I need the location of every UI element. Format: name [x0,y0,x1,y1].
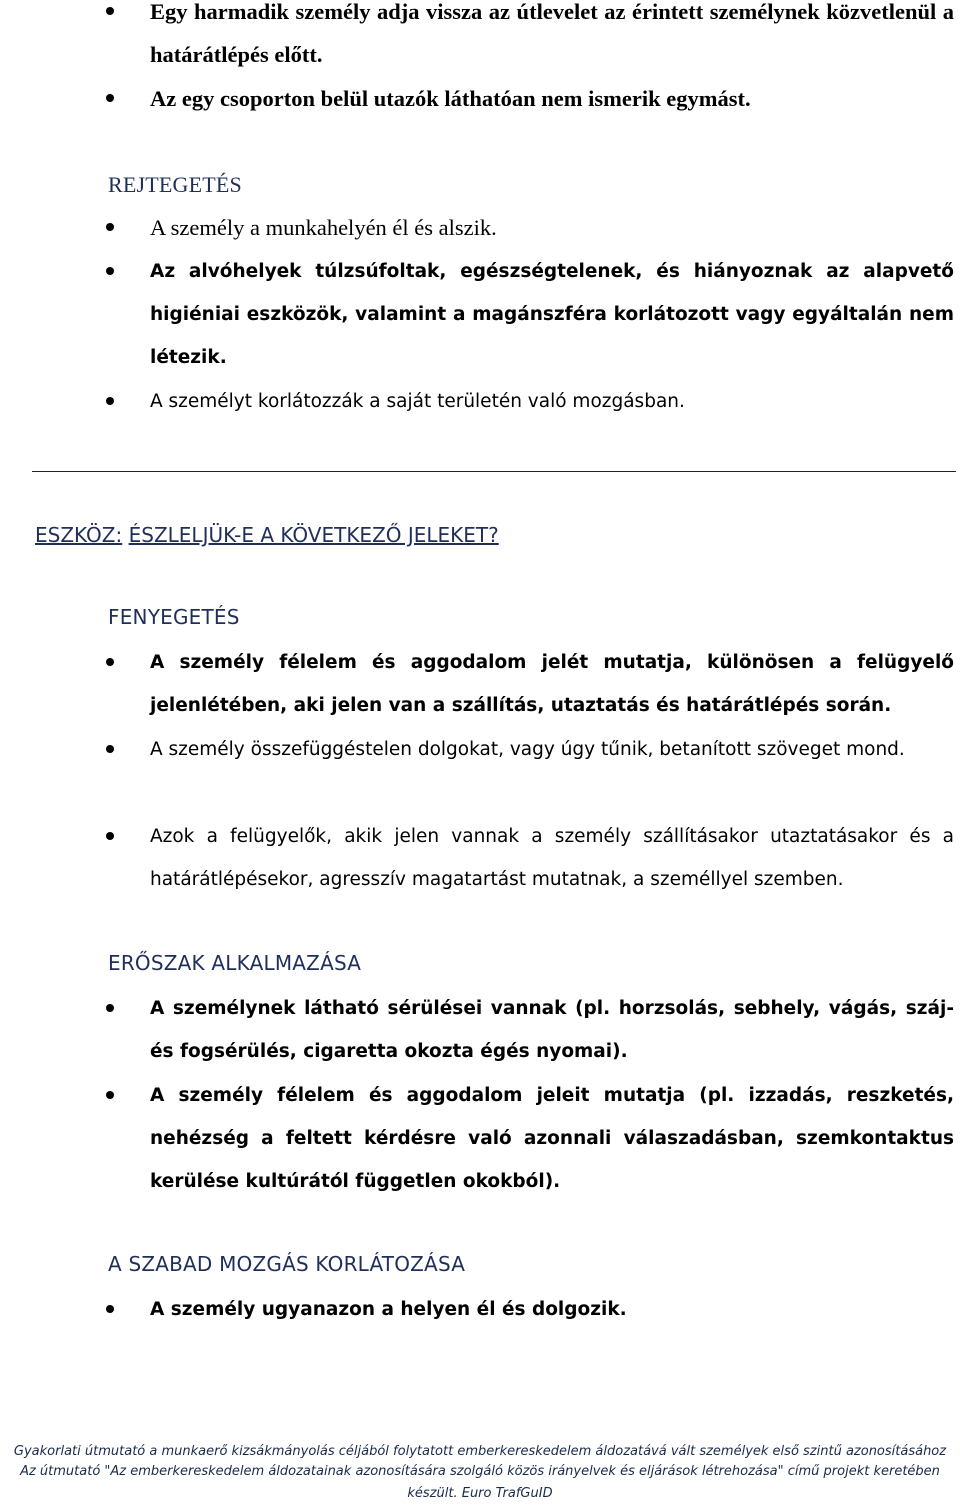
footer-line-3: készült. Euro TrafGuID [407,1486,553,1501]
section-heading-movement: A SZABAD MOZGÁS KORLÁTOZÁSA [108,1252,466,1276]
section-heading-hiding: REJTEGETÉS [108,172,242,197]
footer-line-2: Az útmutató "Az emberkereskedelem áldozatainak azonosítására szolgáló közös irányelvek és eljárások létrehozása" című projekt keretében [20,1464,940,1479]
list-item: A személynek látható sérülései vannak (pl. horzsolás, sebhely, vágás, száj-és fogsérülés, cigaretta okozta égés nyomai). [110,987,954,1073]
footer-line-1: Gyakorlati útmutató a munkaerő kizsákmányolás céljából folytatott emberkereskedelem áldozatává vált személyek első szintű azonosításához [13,1444,947,1459]
list-item: A személy összefüggéstelen dolgokat, vagy úgy tűnik, betanított szöveget mond. [110,728,954,771]
section-heading-violence: ERŐSZAK ALKALMAZÁSA [108,951,362,975]
list-item: Egy harmadik személy adja vissza az útlevelet az érintett személynek közvetlenül a határátlépés előtt. [110,0,954,76]
list-item: A személy a munkahelyén él és alszik. [110,206,954,249]
bullet-icon [106,94,114,102]
tool-heading [35,523,499,547]
bullet-icon [106,1004,114,1012]
list-item: A személy félelem és aggodalom jelét mutatja, különösen a felügyelő jelenlétében, aki jelen van a szállítás, utaztatás és határátlépés során. [110,641,954,727]
bullet-icon [106,745,114,753]
bullet-icon [106,397,114,405]
list-item: Az egy csoporton belül utazók láthatóan nem ismerik egymást. [110,77,954,120]
horizontal-rule [32,471,956,472]
bullet-icon [106,267,114,275]
list-item: Az alvóhelyek túlzsúfoltak, egészségtelenek, és hiányoznak az alapvető higiéniai eszközök, valamint a magánszféra korlátozott vagy egyáltalán nem létezik. [110,250,954,379]
bullet-icon [106,832,114,840]
list-item: A személyt korlátozzák a saját területén való mozgásban. [110,380,954,423]
list-item: Azok a felügyelők, akik jelen vannak a személy szállításakor utaztatásakor és a határátlépésekor, agresszív magatartást mutatnak, a személlyel szemben. [110,815,954,901]
list-item: A személy félelem és aggodalom jeleit mutatja (pl. izzadás, reszketés, nehézség a feltett kérdésre való azonnali válaszadásban, szemkontaktus kerülése kultúrától független okokból). [110,1074,954,1203]
tool-question: ÉSZLELJÜK-E A KÖVETKEZŐ JELEKET? [128,523,499,547]
bullet-icon [106,1091,114,1099]
bullet-icon [106,658,114,666]
section-heading-threat: FENYEGETÉS [108,605,240,629]
list-item: A személy ugyanazon a helyen él és dolgozik. [110,1288,954,1331]
bullet-icon [106,223,114,231]
bullet-icon [106,1305,114,1313]
tool-label: ESZKÖZ: [35,523,123,547]
bullet-icon [106,7,114,15]
